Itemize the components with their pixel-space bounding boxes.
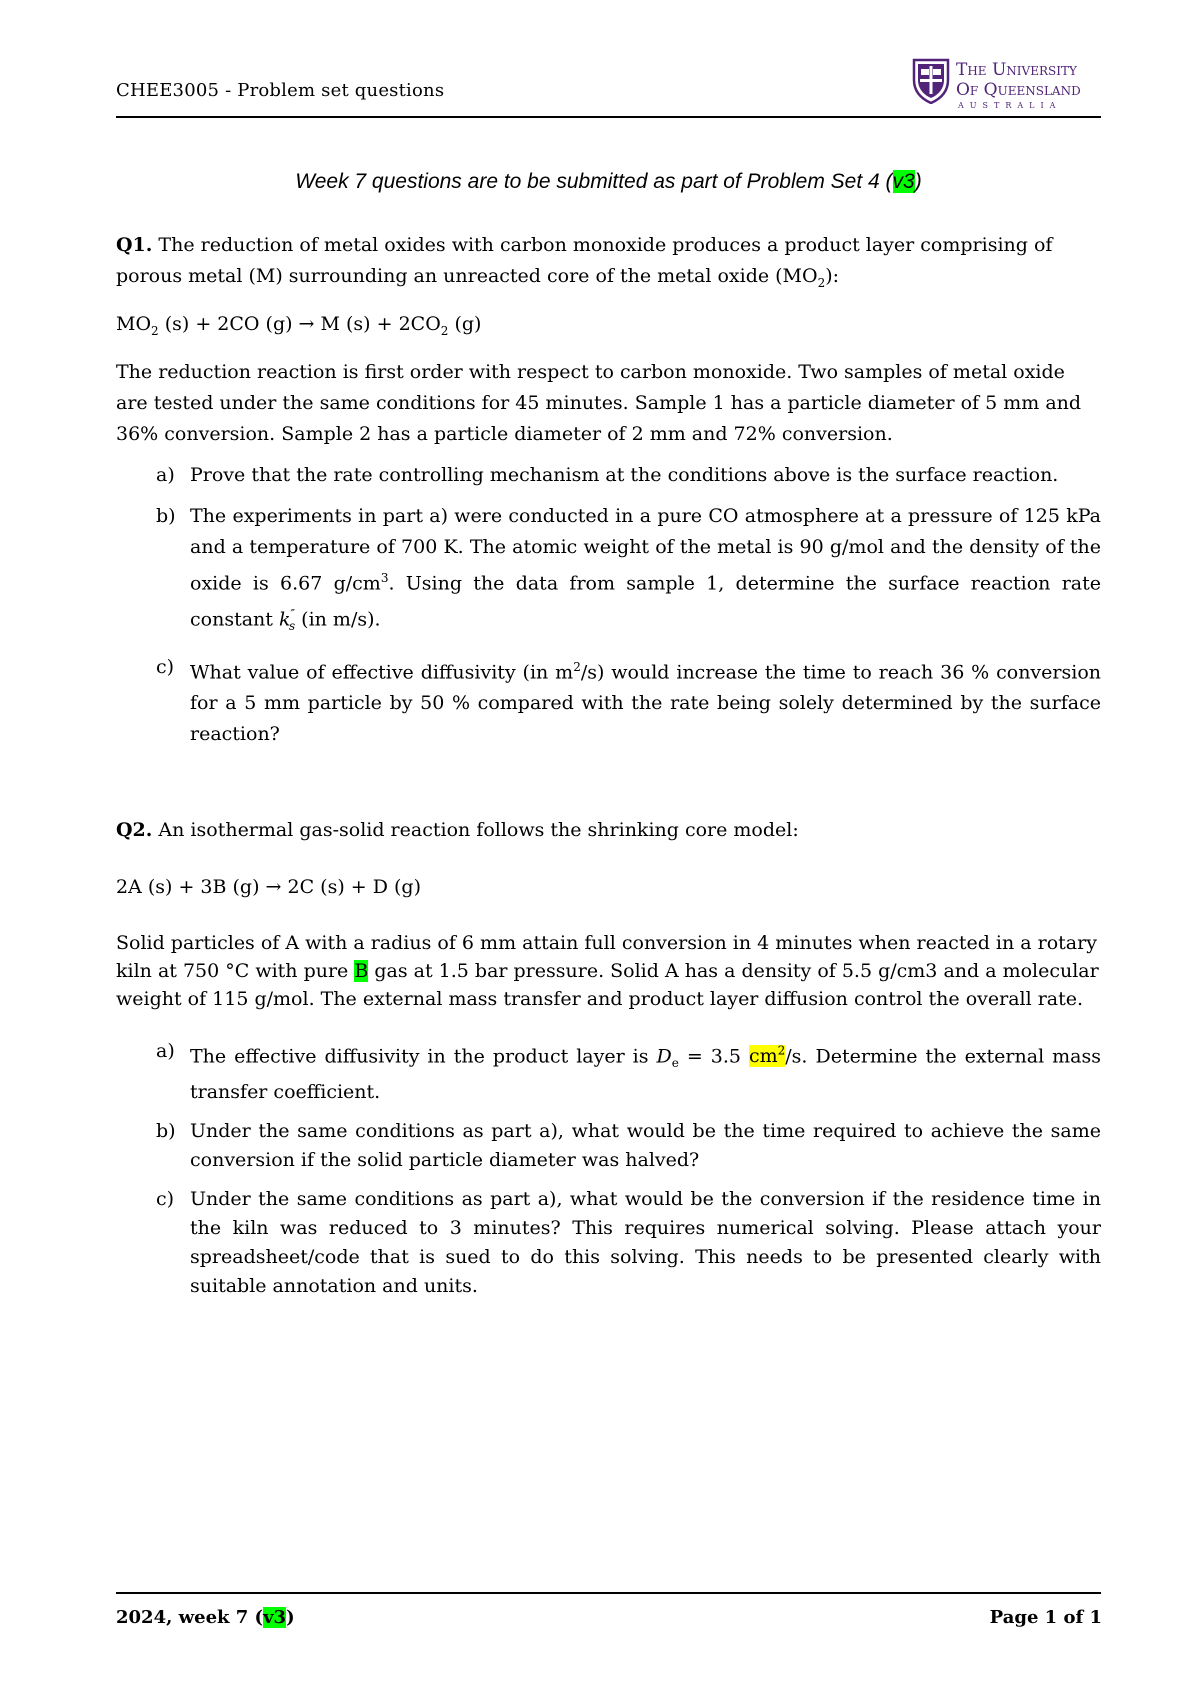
part-text: The effective diffusivity in the product layer is xyxy=(190,1045,657,1068)
rate-constant-sub: s xyxy=(288,619,296,634)
question-2 xyxy=(116,815,1101,1311)
part-marker: b) xyxy=(156,504,176,527)
logo-line-3: AUSTRALIA xyxy=(958,101,1062,110)
q1-label: Q1. xyxy=(116,234,153,256)
eq-part: MO xyxy=(116,312,152,335)
part-text: = 3.5 xyxy=(678,1045,749,1068)
logo-line-2: Of Queensland xyxy=(956,80,1081,100)
unit-text: cm xyxy=(748,1045,778,1068)
double-prime: ″ xyxy=(290,606,295,621)
q2-parts xyxy=(116,1037,1101,1301)
diffusivity-symbol: D xyxy=(656,1045,672,1068)
superscript: 3 xyxy=(380,570,389,585)
q2-para-text: Solid particles of A with a radius of 6 mm attain full conversion in 4 minutes when reacted in a rotary kiln at 750 °C with pure xyxy=(116,932,1097,982)
footer-text: 2024, week 7 ( xyxy=(116,1607,264,1628)
q2-label: Q2. xyxy=(116,819,153,841)
q1-intro-text: The reduction of metal oxides with carbon monoxide produces a product layer comprising of porous metal (M) surrounding an unreacted core of the metal oxide (MO xyxy=(116,234,1053,287)
q1-intro xyxy=(116,230,1101,299)
q2-intro xyxy=(116,815,1101,846)
q2-part-b xyxy=(116,1117,1101,1175)
part-text: The experiments in part a) were conducted in a pure CO atmosphere at a pressure of 125 kPa and a temperature of 700 K. The atomic weight of the metal is 90 g/mol and the density of the oxide is 6.67 g/cm xyxy=(190,504,1101,594)
q2-equation: 2A (s) + 3B (g) → 2C (s) + D (g) xyxy=(116,876,422,898)
q1-part-c xyxy=(116,652,1101,750)
part-text: Prove that the rate controlling mechanism at the conditions above is the surface reaction. xyxy=(190,463,1059,486)
footer-version-highlight: v3 xyxy=(263,1607,287,1628)
footer-text: ) xyxy=(286,1607,295,1628)
q2-part-a xyxy=(116,1037,1101,1107)
q1-part-b xyxy=(116,501,1101,642)
q1-equation xyxy=(116,309,1101,347)
q1-part-a xyxy=(116,460,1101,491)
part-text: (in m/s). xyxy=(295,608,381,631)
superscript: 2 xyxy=(777,1044,786,1058)
part-marker: c) xyxy=(156,656,175,679)
eq-part: (g) xyxy=(448,312,482,335)
q1-intro-end: ): xyxy=(825,265,840,287)
q1-parts xyxy=(116,460,1101,751)
page-number: Page 1 of 1 xyxy=(989,1607,1102,1628)
part-text: /s. Determine the external mass transfer coefficient. xyxy=(190,1045,1101,1104)
q1-paragraph: The reduction reaction is first order with respect to carbon monoxide. Two samples of metal oxide are tested under the same conditions for 45 minutes. Sample 1 has a particle diameter of 5 mm and 36% conversion. Sample 2 has a particle diameter of 2 mm and 72% conversion. xyxy=(116,360,1082,445)
header-rule xyxy=(116,116,1101,118)
diffusivity-sub: e xyxy=(671,1056,679,1071)
part-text: What value of effective diffusivity (in m xyxy=(190,661,574,684)
subtitle-close: ) xyxy=(914,170,922,193)
part-marker: a) xyxy=(156,1040,175,1062)
q2-highlight-b: B xyxy=(354,960,369,982)
footer-date xyxy=(116,1607,295,1628)
part-text: /s) would increase the time to reach 36 % conversion for a 5 mm particle by 50 % compared with the rate being solely determined by the surface reaction? xyxy=(190,661,1101,746)
eq-part: (s) + 2CO (g) → M (s) + 2CO xyxy=(158,312,441,335)
university-logo xyxy=(912,58,1102,118)
subtitle-text: Week 7 questions are to be submitted as part of Problem Set 4 ( xyxy=(295,170,893,193)
part-text: Under the same conditions as part a), what would be the conversion if the residence time in the kiln was reduced to 3 minutes? This requires numerical solving. Please attach your spreadsheet/code that is sued to do this solving. This needs to be presented clearly with suitable annotation and units. xyxy=(190,1188,1101,1298)
superscript: 2 xyxy=(573,660,581,675)
rate-constant-symbol: k xyxy=(278,608,291,631)
question-1 xyxy=(116,230,1101,760)
q2-paragraph xyxy=(116,929,1101,1013)
crest-icon xyxy=(912,58,950,104)
eq-sub: 2 xyxy=(440,323,449,338)
part-marker: a) xyxy=(156,463,175,486)
part-marker: b) xyxy=(156,1120,176,1143)
q1-intro-sub: 2 xyxy=(817,275,826,290)
q2-intro-text: An isothermal gas-solid reaction follows the shrinking core model: xyxy=(152,819,799,841)
course-header: CHEE3005 - Problem set questions xyxy=(116,80,445,101)
q2-part-c xyxy=(116,1185,1101,1301)
unit-highlight xyxy=(749,1045,785,1067)
q2-para-text: gas at 1.5 bar pressure. Solid A has a density of 5.5 g/cm3 and a molecular weight of 115 g/mol. The external mass transfer and product layer diffusion control the overall rate. xyxy=(116,960,1099,1010)
part-text: Under the same conditions as part a), what would be the time required to achieve the same conversion if the solid particle diameter was halved? xyxy=(190,1120,1101,1172)
eq-sub: 2 xyxy=(151,323,159,338)
version-highlight: v3 xyxy=(892,170,915,193)
part-text: . Using the data from sample 1, determine the surface reaction rate constant xyxy=(190,571,1101,631)
page-subtitle xyxy=(116,170,1101,194)
footer-rule xyxy=(116,1592,1101,1594)
part-marker: c) xyxy=(156,1188,175,1211)
logo-line-1: The University xyxy=(956,60,1077,80)
